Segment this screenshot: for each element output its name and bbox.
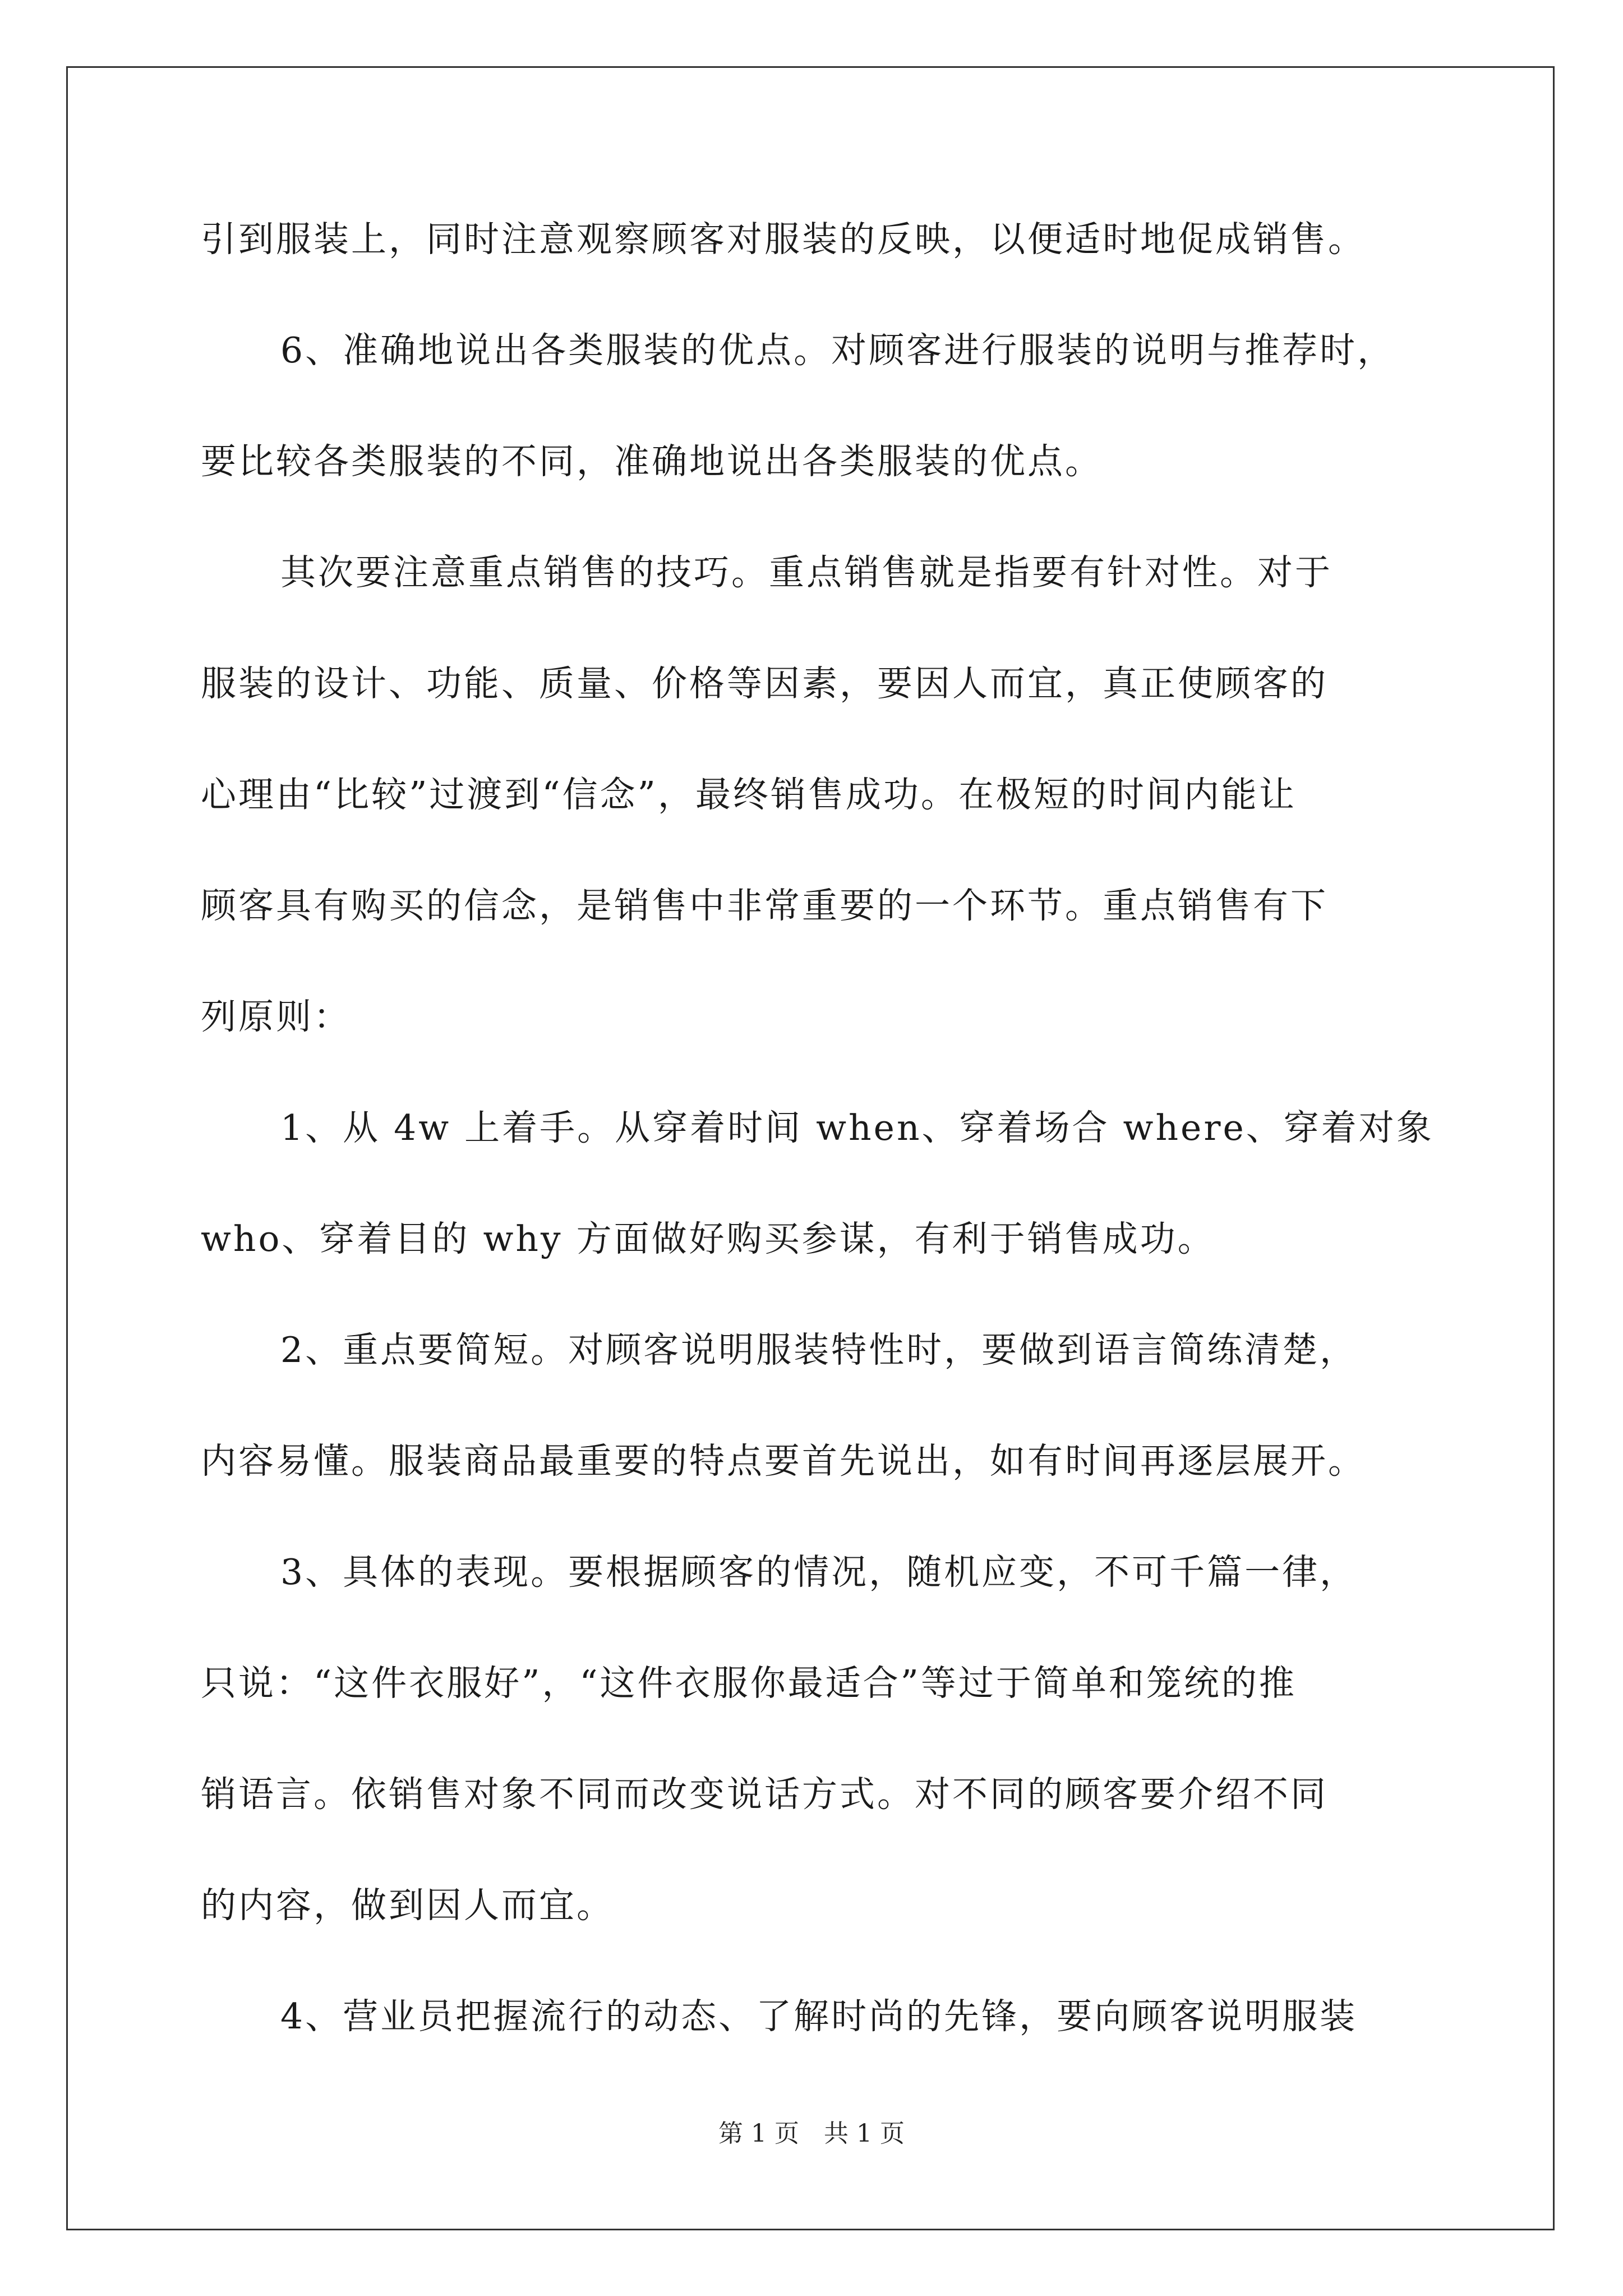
text-line-6: 心理由“比较”过渡到“信念”，最终销售成功。在极短的时间内能让 [201, 774, 1297, 815]
text-line-7: 顾客具有购买的信念，是销售中非常重要的一个环节。重点销售有下 [201, 885, 1328, 926]
text-line-14: 只说：“这件衣服好”，“这件衣服你最适合”等过于简单和笼统的推 [201, 1663, 1297, 1704]
text-line-3: 要比较各类服装的不同，准确地说出各类服装的优点。 [201, 441, 1103, 482]
text-line-11: 2、重点要简短。对顾客说明服装特性时，要做到语言简练清楚， [280, 1329, 1358, 1370]
page-number-footer: 第 1 页 共 1 页 [718, 2119, 905, 2148]
text-line-4: 其次要注意重点销售的技巧。重点销售就是指要有针对性。对于 [280, 552, 1332, 593]
text-line-10: who、穿着目的 why 方面做好购买参谋，有利于销售成功。 [201, 1218, 1215, 1259]
text-line-13: 3、具体的表现。要根据顾客的情况，随机应变，不可千篇一律， [280, 1552, 1358, 1593]
text-line-8: 列原则： [201, 996, 351, 1037]
text-line-1: 引到服装上，同时注意观察顾客对服装的反映，以便适时地促成销售。 [201, 219, 1366, 260]
text-line-5: 服装的设计、功能、质量、价格等因素，要因人而宜，真正使顾客的 [201, 663, 1328, 704]
text-line-17: 4、营业员把握流行的动态、了解时尚的先锋，要向顾客说明服装 [280, 1996, 1358, 2037]
text-line-12: 内容易懂。服装商品最重要的特点要首先说出，如有时间再逐层展开。 [201, 1441, 1366, 1481]
text-line-16: 的内容，做到因人而宜。 [201, 1885, 614, 1926]
text-line-15: 销语言。依销售对象不同而改变说话方式。对不同的顾客要介绍不同 [201, 1774, 1328, 1815]
text-line-9: 1、从 4w 上着手。从穿着时间 when、穿着场合 where、穿着对象 [280, 1107, 1434, 1148]
text-line-2: 6、准确地说出各类服装的优点。对顾客进行服装的说明与推荐时， [280, 330, 1395, 371]
